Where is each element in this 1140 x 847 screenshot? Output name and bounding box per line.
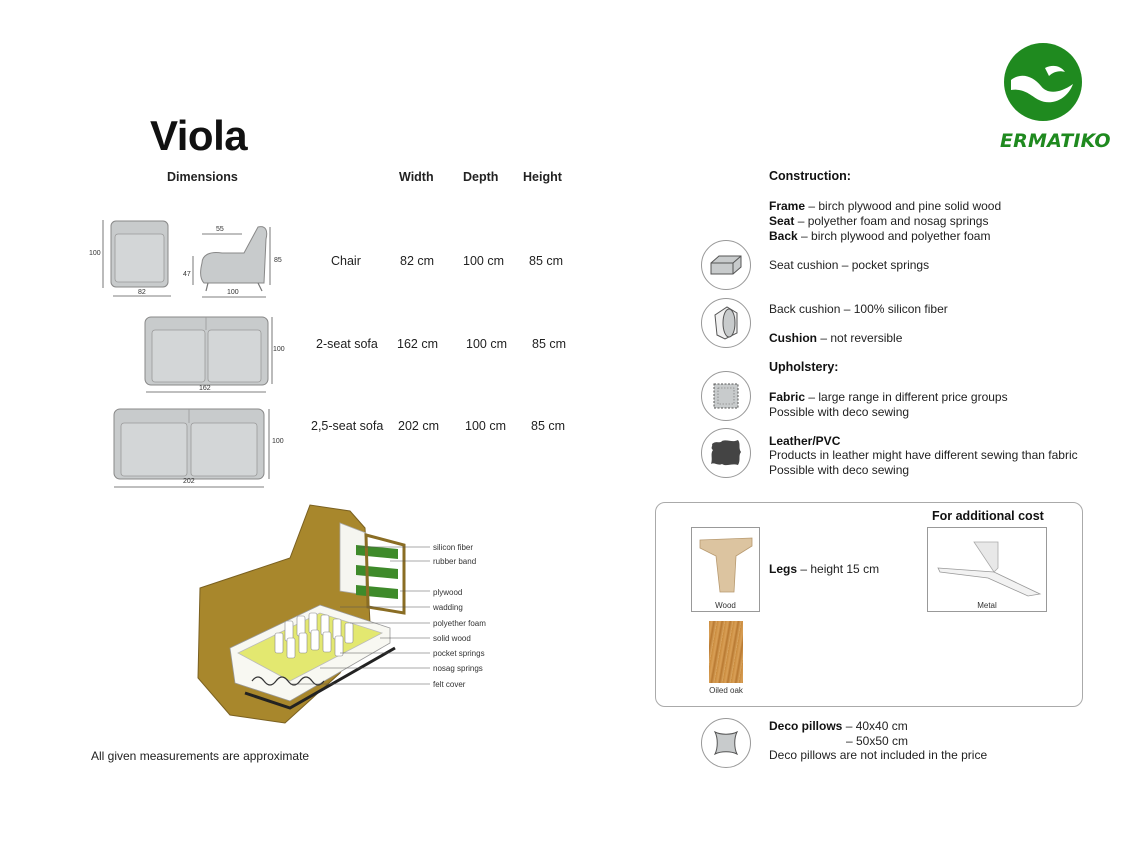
deco-pillow-icon xyxy=(701,718,751,768)
layer-label: polyether foam xyxy=(433,619,486,628)
chair-side-seatheight-label: 47 xyxy=(183,271,191,278)
leather-hide-icon xyxy=(701,428,751,478)
fabric-line: Fabric – large range in different price groups xyxy=(769,390,1008,404)
logo-emblem-icon xyxy=(1003,42,1083,124)
row-chair-depth: 100 cm xyxy=(463,254,504,268)
brand-name: ERMATIKO xyxy=(1000,130,1111,152)
additional-cost-title: For additional cost xyxy=(932,509,1044,523)
oiled-oak-label: Oiled oak xyxy=(709,686,743,695)
deco-pillows-line: Deco pillows – 40x40 cm xyxy=(769,719,908,733)
layer-label: pocket springs xyxy=(433,649,485,658)
row-sofa25-width: 202 cm xyxy=(398,419,439,433)
sofa2-depth-label: 100 xyxy=(273,346,285,353)
back-cushion-icon xyxy=(701,298,751,348)
layer-label: felt cover xyxy=(433,680,466,689)
row-sofa2-width: 162 cm xyxy=(397,337,438,351)
layer-label: wadding xyxy=(433,603,463,612)
legs-line: Legs – height 15 cm xyxy=(769,562,880,576)
oiled-oak-swatch[interactable] xyxy=(709,621,743,683)
wood-leg-label: Wood xyxy=(715,601,736,610)
seat-line: Seat – polyether foam and nosag springs xyxy=(769,214,989,228)
sofa2-width-label: 162 xyxy=(199,385,211,392)
layer-label: rubber band xyxy=(433,557,477,566)
metal-leg-label: Metal xyxy=(977,601,997,610)
row-sofa2-depth: 100 cm xyxy=(466,337,507,351)
wood-leg-swatch[interactable] xyxy=(691,527,760,612)
row-sofa2-height: 85 cm xyxy=(532,337,567,351)
sofa25-depth-label: 100 xyxy=(272,438,284,445)
chair-front-depth-label: 100 xyxy=(89,250,101,257)
seat-cushion-icon xyxy=(701,240,751,290)
row-chair-height: 85 cm xyxy=(529,254,564,268)
chair-side-depth-label: 100 xyxy=(227,289,239,296)
metal-leg-swatch[interactable] xyxy=(927,527,1047,612)
fabric-icon xyxy=(701,371,751,421)
header-width: Width xyxy=(399,170,434,184)
brand-logo xyxy=(1003,42,1083,127)
wood-leg-icon xyxy=(692,528,759,598)
footnote: All given measurements are approximate xyxy=(91,749,310,763)
construction-title: Construction: xyxy=(769,169,851,183)
layer-label: nosag springs xyxy=(433,664,483,673)
leather-note: Possible with deco sewing xyxy=(769,463,910,477)
layer-label: plywood xyxy=(433,588,463,597)
row-sofa25-name: 2,5-seat sofa xyxy=(311,419,384,433)
chair-front-drawing xyxy=(85,216,180,304)
layer-label: solid wood xyxy=(433,634,471,643)
row-sofa2-name: 2-seat sofa xyxy=(316,337,378,351)
upholstery-title: Upholstery: xyxy=(769,360,839,374)
row-sofa25-height: 85 cm xyxy=(531,419,566,433)
deco-pillows-note: Deco pillows are not included in the price xyxy=(769,748,988,762)
sofa25-width-label: 202 xyxy=(183,478,195,485)
construction-cutaway xyxy=(190,503,430,731)
header-dimensions: Dimensions xyxy=(167,170,238,184)
row-sofa25-depth: 100 cm xyxy=(465,419,506,433)
frame-line: Frame – birch plywood and pine solid wood xyxy=(769,199,1002,213)
fabric-note: Possible with deco sewing xyxy=(769,405,910,419)
chair-side-height-label: 85 xyxy=(274,257,282,264)
header-height: Height xyxy=(523,170,562,184)
chair-side-seat-label: 55 xyxy=(216,226,224,233)
leather-text: Products in leather might have different sewing than fabric xyxy=(769,448,1078,462)
header-depth: Depth xyxy=(463,170,499,184)
row-chair-name: Chair xyxy=(331,254,361,268)
seat-cushion-text: Seat cushion – pocket springs xyxy=(769,258,930,272)
deco-pillows-size2: – 50x50 cm xyxy=(846,734,909,748)
leather-title: Leather/PVC xyxy=(769,434,841,448)
metal-leg-icon xyxy=(928,528,1046,598)
layer-label: silicon fiber xyxy=(433,543,474,552)
page-title: Viola xyxy=(150,112,248,159)
cushion-line: Cushion – not reversible xyxy=(769,331,903,345)
back-cushion-text: Back cushion – 100% silicon fiber xyxy=(769,302,948,316)
row-chair-width: 82 cm xyxy=(400,254,435,268)
back-line: Back – birch plywood and polyether foam xyxy=(769,229,991,243)
chair-front-width-label: 82 xyxy=(138,289,146,296)
